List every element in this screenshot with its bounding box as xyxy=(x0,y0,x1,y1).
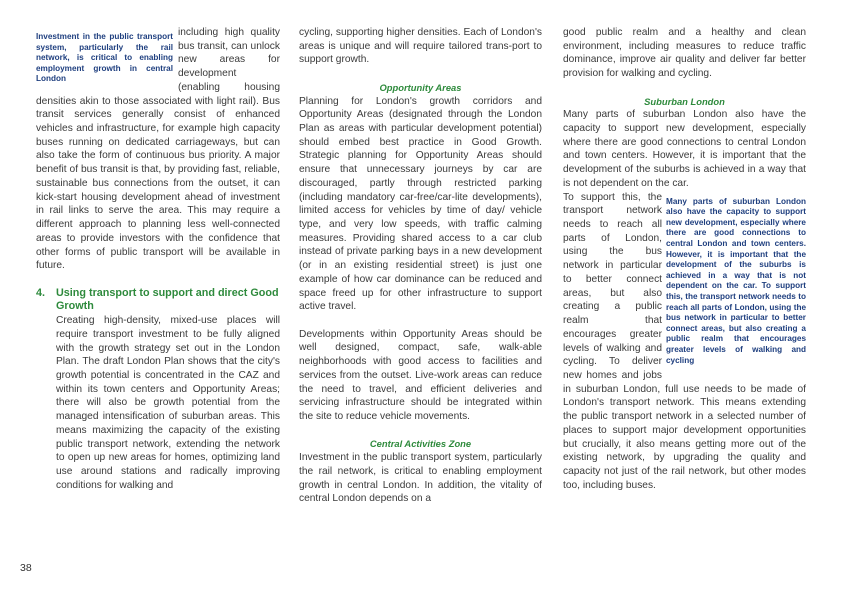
paragraph-public-transport-investment: Investment in the public transport system, particularly the rail network, is critical to enabling employment growth in central London. In addition, the vitality of central London depends on a xyxy=(299,452,542,505)
column-right xyxy=(563,26,806,492)
paragraph-bus-transit: including high quality bus transit, can unlock new areas for development (enabling housing densities akin to those associated with light rail). Bus transit services generally consist of enhanced vehicles and infrastructure, for example high capacity buses running on dedicated carriageways, but can also take the form of continuous bus priority. A major benefit of bus transit is that, by providing fast, reliable, sustainable bus connections from the outset, it can kick-start housing development ahead of investment in rail links to serve the area. This may require a different approach to planning less well-connected areas to provide investors with the confidence that other forms of public transport will be available in future. xyxy=(36,27,280,272)
paragraph-developments: Developments within Opportunity Areas should be well designed, compact, safe, walk-able neighborhoods with good access to facilities and services from the outset. Live-work areas can reduce the need to travel, and efficient deliveries and servicing infrastructure should be integrated within the site to reduce vehicle movements. xyxy=(299,328,542,423)
page-number: 38 xyxy=(20,562,32,574)
paragraph-suburban-intro: Many parts of suburban London also have the capacity to support new development, especially where there are good connections to central London and town centers. However, it is important that the development of the suburbs is achieved in a way that is not dependent on the car. xyxy=(563,109,806,189)
paragraph-cycling-continuation: cycling, supporting higher densities. Each of London's areas is unique and will require tailored trans-port to support growth. xyxy=(299,27,542,66)
section-number: 4. xyxy=(36,286,46,299)
subheading-suburban-london: Suburban London xyxy=(644,95,725,107)
column-middle xyxy=(299,26,542,506)
subheading-opportunity-areas: Opportunity Areas xyxy=(379,81,462,93)
section-title: Using transport to support and direct Good Growth xyxy=(56,286,279,313)
paragraph-public-realm: good public realm and a healthy and clean environment, including measures to reduce traffic dominance, improve air quality and deliver far better provision for walking and cycling. xyxy=(563,27,806,80)
pull-quote-rail-investment: Investment in the public transport system, particularly the rail network, is critical to enabling employment growth in central London xyxy=(36,32,173,84)
paragraph-growth-corridors: Planning for London's growth corridors and Opportunity Areas (designated through the London Plan as areas with particular development potential) should embed best practice in Good Growth. Strategic planning for Opportunity Areas should ensure that unnecessary journeys by car are discouraged, partly through restricted parking (including mandatory car-free/car-lite developments), limited access for vehicles by time of day/ vehicle type, and very low speeds, with traffic calming measures. Providing shared access to a car club instead of private parking bays in a new development (or in an existing residential street) is just one example of how car dominance can be reduced and space freed up for other infrastructure to support active travel. xyxy=(299,95,542,313)
column-left xyxy=(36,26,280,492)
paragraph-suburban-transport: To support this, the transport network needs to reach all parts of London, using the bus network in particular to better connect areas, but also creating a public realm that encourages greater levels of walking and cycling. To deliver new homes and jobs in suburban London, full use needs to be made of London's transport network. This means extending the public transport network in a selected number of places to support major development opportunities but crucially, it also means getting more out of the existing network, by upgrading the quality and capacity not just of the rail network, but other modes too, including buses. xyxy=(563,191,806,491)
section-heading-good-growth xyxy=(36,287,280,314)
paragraph-high-density: Creating high-density, mixed-use places will require transport investment to be fully aligned with the growth strategy set out in the London Plan. The draft London Plan shows that the city's growth potential is concentrated in the CAZ and within its town centers and Opportunity Areas; there will also be growth potential from the managed intensification of suburban areas. This means maximizing the capacity of the existing public transport network, extending the network to open up new areas for homes, optimizing land use around stations and radically improving conditions for walking and xyxy=(56,315,280,491)
subheading-central-activities-zone: Central Activities Zone xyxy=(369,438,472,450)
pull-quote-suburban-london: Many parts of suburban London also have the capacity to support new development, especially where there are good connections to central London and town centers. However, it is important that the development of the suburbs is achieved in a way that is not dependent on the car. To support this, the transport network needs to reach all parts of London, using the bus network in particular to better connect areas, but also creating a public realm that encourages greater levels of walking and cycling xyxy=(666,196,806,365)
